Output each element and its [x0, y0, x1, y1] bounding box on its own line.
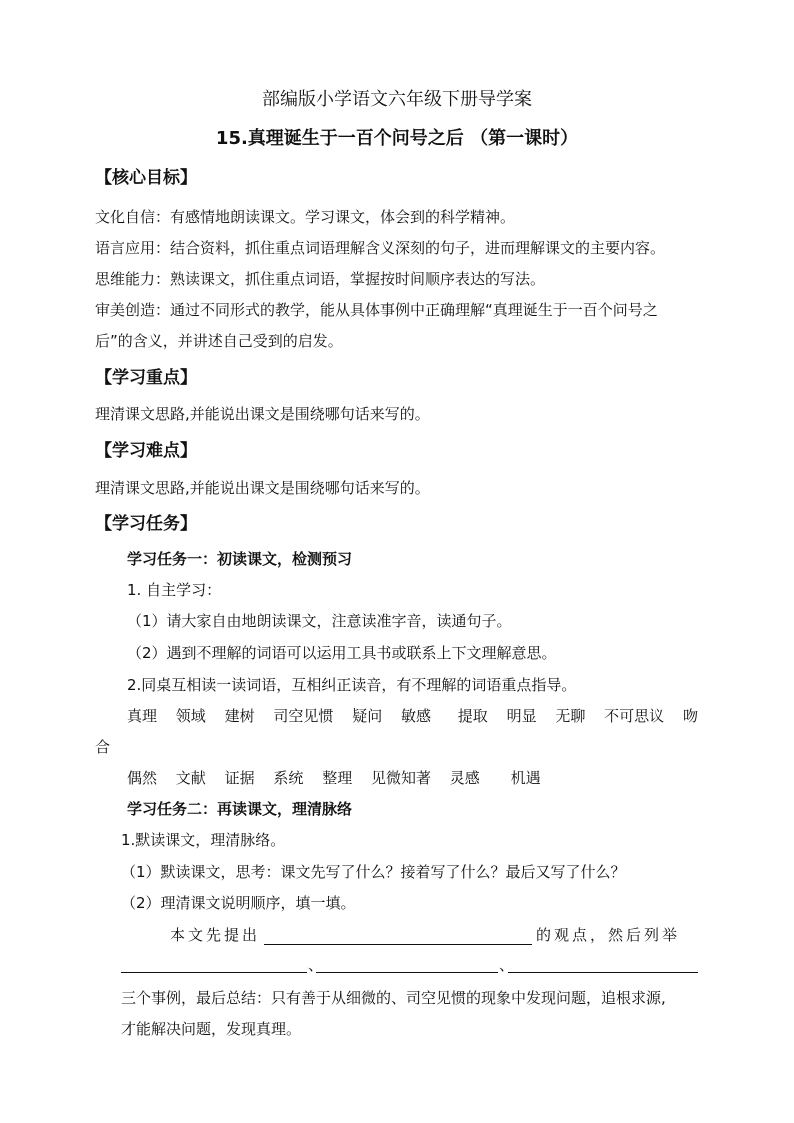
vocab-word: 见微知著	[370, 769, 431, 787]
heading-core-goal: 【核心目标】	[95, 168, 197, 188]
core-goal-line-4b: 后”的含义，并讲述自己受到的启发。	[95, 332, 343, 350]
task-2-title: 学习任务二：再读课文，理清脉络	[127, 800, 353, 818]
vocab-word: 司空见惯	[273, 707, 334, 725]
vocab-word: 系统	[273, 769, 304, 787]
task-2-sub-2: （2）理清课文说明顺序，填一填。	[121, 894, 356, 912]
key-point-text: 理清课文思路,并能说出课文是围绕哪句话来写的。	[95, 405, 430, 423]
vocab-word: 文献	[175, 769, 206, 787]
blank-viewpoint[interactable]	[264, 928, 532, 945]
task-1-sub-2: （2）遇到不理解的词语可以运用工具书或联系上下文理解意思。	[127, 644, 557, 662]
fill-in-sentence	[170, 925, 710, 945]
vocab-word: 建树	[224, 707, 255, 725]
core-goal-line-1: 文化自信：有感情地朗读课文。学习课文，体会到的科学精神。	[95, 208, 516, 226]
vocab-word: 偶然	[127, 769, 158, 787]
vocab-word: 明显	[506, 707, 537, 725]
task-1-item-1: 1. 自主学习：	[127, 581, 222, 599]
heading-tasks: 【学习任务】	[95, 514, 197, 534]
vocab-word: 疑问	[352, 707, 383, 725]
vocab-word: 领域	[175, 707, 206, 725]
heading-difficulty: 【学习难点】	[95, 441, 197, 461]
vocab-word: 机遇	[510, 769, 541, 787]
task-1-sub-1: （1）请大家自由地朗读课文，注意读准字音，读通句子。	[127, 612, 512, 630]
blank-example-2[interactable]	[316, 971, 498, 973]
vocab-word: 无聊	[555, 707, 586, 725]
separator-1: 、	[308, 956, 324, 974]
vocab-word: 提取	[457, 707, 488, 725]
vocab-word: 证据	[224, 769, 255, 787]
vocabulary-row-1	[127, 706, 707, 726]
fill-suffix: 的观点，然后列举	[536, 926, 681, 944]
document-title: 部编版小学语文六年级下册导学案	[262, 89, 532, 110]
vocab-word: 灵感	[449, 769, 480, 787]
vocab-word: 敏感	[400, 707, 431, 725]
vocab-word: 整理	[322, 769, 353, 787]
separator-2: 、	[499, 956, 515, 974]
blank-example-3[interactable]	[508, 971, 698, 973]
vocab-word: 吻	[682, 707, 698, 725]
vocab-word: 不可思议	[604, 707, 665, 725]
fill-prefix: 本文先提出	[170, 926, 261, 944]
task-2-sub-1: （1）默读课文，思考：课文先写了什么？接着写了什么？最后又写了什么？	[121, 863, 626, 881]
task-1-title: 学习任务一：初读课文，检测预习	[127, 550, 353, 568]
difficulty-text: 理清课文思路,并能说出课文是围绕哪句话来写的。	[95, 479, 430, 497]
conclusion-line-2: 才能解决问题，发现真理。	[121, 1020, 302, 1038]
lesson-title: 15.真理诞生于一百个问号之后 （第一课时）	[215, 128, 579, 149]
heading-key-point: 【学习重点】	[95, 368, 197, 388]
conclusion-line-1: 三个事例，最后总结：只有善于从细微的、司空见惯的现象中发现问题，追根求源,	[121, 989, 666, 1007]
core-goal-line-4a: 审美创造：通过不同形式的教学，能从具体事例中正确理解“真理诞生于一百个问号之	[95, 301, 658, 319]
vocabulary-row-1-continued: 合	[95, 738, 111, 756]
vocabulary-row-2	[127, 768, 707, 788]
core-goal-line-3: 思维能力：熟读课文，抓住重点词语，掌握按时间顺序表达的写法。	[95, 270, 546, 288]
vocab-word: 真理	[127, 707, 158, 725]
task-2-item-1: 1.默读课文，理清脉络。	[121, 831, 286, 849]
blank-example-1[interactable]	[121, 971, 307, 973]
task-1-item-2: 2.同桌互相读一读词语，互相纠正读音，有不理解的词语重点指导。	[127, 676, 577, 694]
core-goal-line-2: 语言应用：结合资料，抓住重点词语理解含义深刻的句子，进而理解课文的主要内容。	[95, 239, 666, 257]
